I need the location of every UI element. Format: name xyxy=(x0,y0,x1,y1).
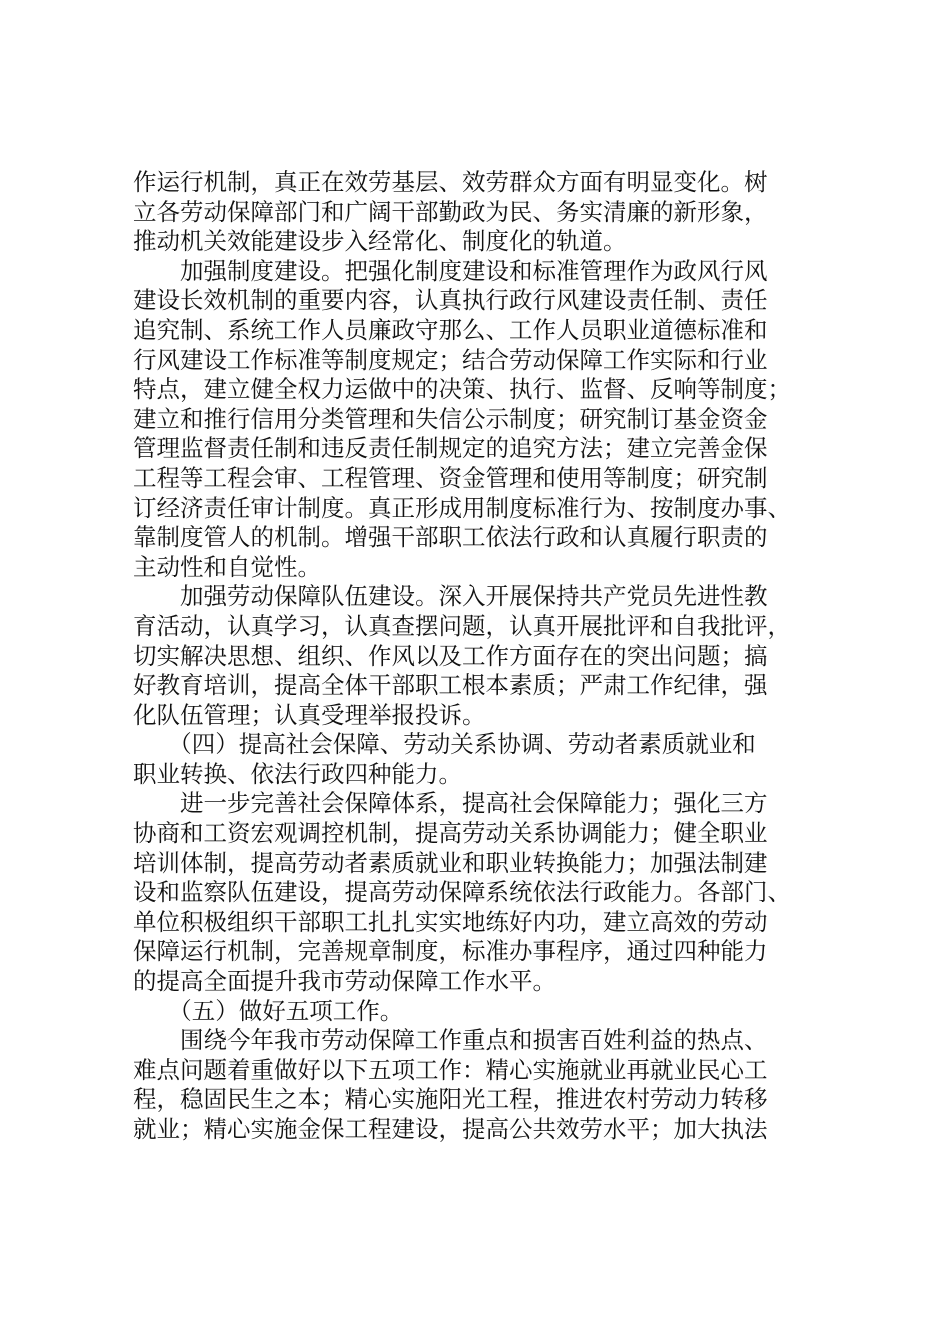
text-line: 程，稳固民生之本；精心实施阳光工程，推进农村劳动力转移 xyxy=(133,1085,768,1114)
text-line: 追究制、系统工作人员廉政守那么、工作人员职业道德标准和 xyxy=(133,315,768,344)
text-line: 加强制度建设。把强化制度建设和标准管理作为政风行风 xyxy=(133,256,768,285)
text-line: 难点问题着重做好以下五项工作：精心实施就业再就业民心工 xyxy=(133,1055,768,1084)
text-line: 职业转换、依法行政四种能力。 xyxy=(133,759,462,788)
text-line: （四）提高社会保障、劳动关系协调、劳动者素质就业和 xyxy=(133,730,756,759)
text-line: 好教育培训，提高全体干部职工根本素质；严肃工作纪律，强 xyxy=(133,671,768,700)
text-line: 进一步完善社会保障体系，提高社会保障能力；强化三方 xyxy=(133,789,768,818)
text-line: 加强劳动保障队伍建设。深入开展保持共产党员先进性教 xyxy=(133,582,768,611)
text-line: 管理监督责任制和违反责任制规定的追究方法；建立完善金保 xyxy=(133,434,768,463)
text-line: 工程等工程会审、工程管理、资金管理和使用等制度；研究制 xyxy=(133,463,768,492)
text-line: 单位积极组织干部职工扎扎实实地练好内功，建立高效的劳动 xyxy=(133,907,768,936)
text-line: （五）做好五项工作。 xyxy=(133,996,404,1025)
text-line: 靠制度管人的机制。增强干部职工依法行政和认真履行职责的 xyxy=(133,523,768,552)
text-line: 保障运行机制，完善规章制度，标准办事程序，通过四种能力 xyxy=(133,937,768,966)
text-line: 主动性和自觉性。 xyxy=(133,552,321,581)
text-line: 推动机关效能建设步入经常化、制度化的轨道。 xyxy=(133,227,627,256)
text-line: 协商和工资宏观调控机制，提高劳动关系协调能力；健全职业 xyxy=(133,819,768,848)
text-line: 订经济责任审计制度。真正形成用制度标准行为、按制度办事、 xyxy=(133,493,791,522)
text-line: 就业；精心实施金保工程建设，提高公共效劳水平；加大执法 xyxy=(133,1115,768,1143)
text-line: 培训体制，提高劳动者素质就业和职业转换能力；加强法制建 xyxy=(133,848,768,877)
text-line: 切实解决思想、组织、作风以及工作方面存在的突出问题；搞 xyxy=(133,641,768,670)
text-line: 育活动，认真学习，认真查摆问题，认真开展批评和自我批评， xyxy=(133,611,791,640)
text-line: 建设长效机制的重要内容，认真执行政行风建设责任制、责任 xyxy=(133,286,768,315)
text-line: 化队伍管理；认真受理举报投诉。 xyxy=(133,700,486,729)
text-line: 设和监察队伍建设，提高劳动保障系统依法行政能力。各部门、 xyxy=(133,878,791,907)
text-line: 的提高全面提升我市劳动保障工作水平。 xyxy=(133,967,556,996)
body-text xyxy=(133,168,823,1145)
text-line: 围绕今年我市劳动保障工作重点和损害百姓利益的热点、 xyxy=(133,1026,768,1055)
text-line: 立各劳动保障部门和广阔干部勤政为民、务实清廉的新形象， xyxy=(133,197,768,226)
text-line: 作运行机制，真正在效劳基层、效劳群众方面有明显变化。树 xyxy=(133,168,768,196)
text-line: 行风建设工作标准等制度规定；结合劳动保障工作实际和行业 xyxy=(133,345,768,374)
text-line: 特点，建立健全权力运做中的决策、执行、监督、反响等制度； xyxy=(133,375,791,404)
text-line: 建立和推行信用分类管理和失信公示制度；研究制订基金资金 xyxy=(133,404,768,433)
